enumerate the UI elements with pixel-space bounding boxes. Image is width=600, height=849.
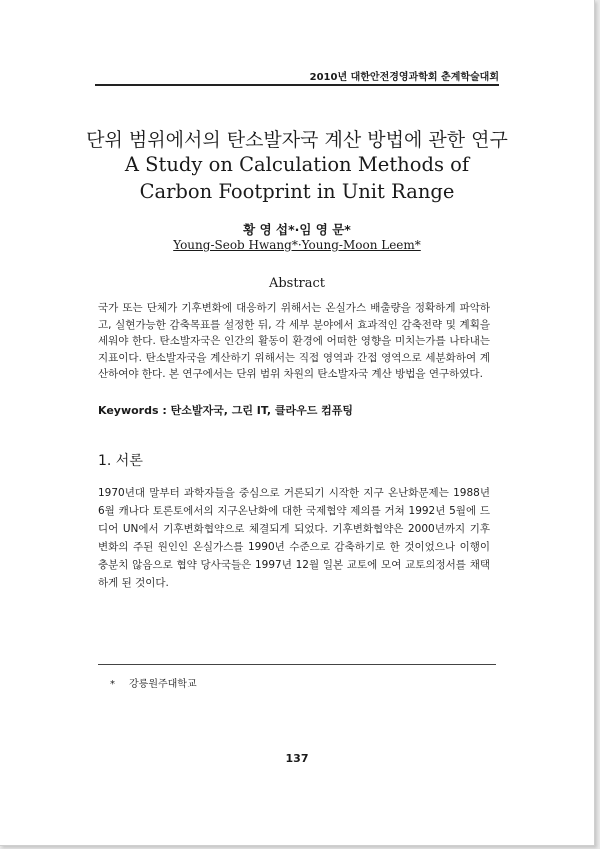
title-korean: 단위 범위에서의 탄소발자국 계산 방법에 관한 연구 bbox=[86, 129, 508, 151]
authors-korean: 황 영 섭*·임 영 문* bbox=[243, 222, 351, 237]
footnote-rule bbox=[98, 664, 496, 665]
section-body-introduction: 1970년대 말부터 과학자들을 중심으로 거론되기 시작한 지구 온난화문제는 1988년 6월 캐나다 토론토에서의 지구온난화에 대한 국제협약 제의를 거쳐 1992년 5월에 드디어 UN에서 기후변화협약으로 체결되게 되었다. 기후변화협약은 2000년까지 기후 변화의 주된 원인인 온실가스를 1990년 수준으로 감축하기로 한 것이었으나 이행이 충분치 않음으로 협약 당사국들은 1997년 12월 일본 교토에 모여 교토의정서를 채택하게 된 것이다. bbox=[98, 487, 490, 589]
footnote bbox=[110, 675, 197, 690]
abstract-body: 국가 또는 단체가 기후변화에 대응하기 위해서는 온실가스 배출량을 정확하게 파악하고, 실현가능한 감축목표를 설정한 뒤, 각 세부 분야에서 효과적인 감축전략 및 계획을 세워야 한다. 탄소발자국은 인간의 활동이 환경에 어떠한 영향을 미치는가를 나타내는 지표이다. 탄소발자국을 계산하기 위해서는 직접 영역과 간접 영역으로 세분화하여 계산하여야 한다. 본 연구에서는 단위 범위 차원의 탄소발자국 계산 방법을 연구하였다. bbox=[98, 302, 490, 381]
section-heading-introduction: 1. 서론 bbox=[98, 453, 143, 469]
title-english: A Study on Calculation Methods of Carbon Footprint in Unit Range bbox=[124, 153, 470, 203]
page-number: 137 bbox=[285, 752, 309, 765]
abstract-heading: Abstract bbox=[268, 276, 326, 291]
keywords: Keywords : 탄소발자국, 그린 IT, 클라우드 컴퓨팅 bbox=[98, 404, 354, 417]
authors-english: Young-Seob Hwang*·Young-Moon Leem* bbox=[173, 238, 421, 252]
footnote-mark: * bbox=[110, 679, 115, 690]
conference-header: 2010년 대한안전경영과학회 춘계학술대회 bbox=[309, 72, 499, 83]
authors-english-line bbox=[0, 238, 594, 252]
footnote-text: 강릉원주대학교 bbox=[129, 679, 197, 690]
header-rule bbox=[95, 84, 499, 86]
